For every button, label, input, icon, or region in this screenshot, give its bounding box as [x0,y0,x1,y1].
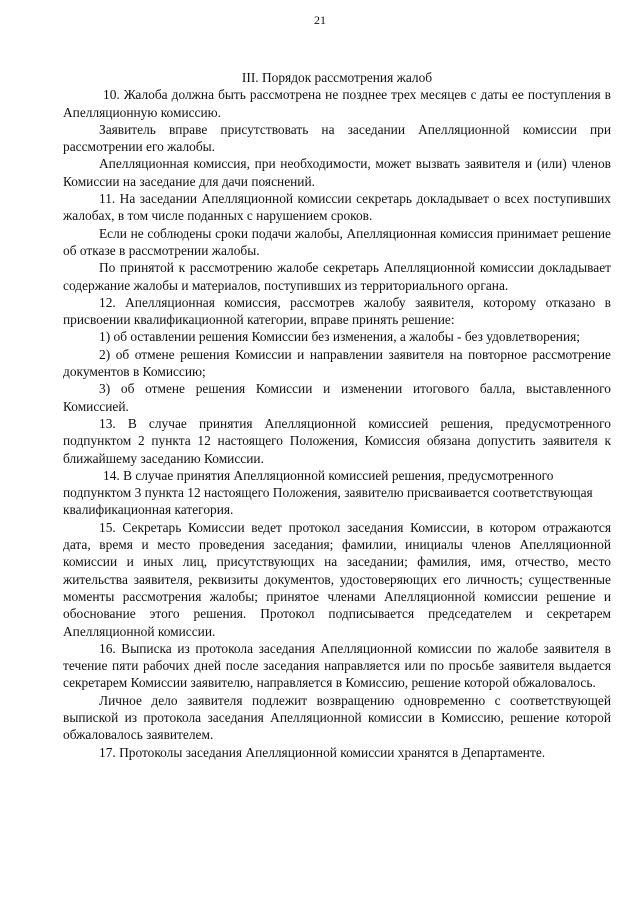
paragraph-11-deadline: Если не соблюдены сроки подачи жалобы, Апелляционная комиссия принимает решение об отказе в рассмотрении жалобы. [63,225,611,258]
section-title: III. Порядок рассмотрения жалоб [241,70,433,85]
paragraph-12: 12. Апелляционная комиссия, рассмотрев жалобу заявителя, которому отказано в присвоении квалификационной категории, вправе принять решение: [63,294,611,328]
paragraph-12-option-2: 2) об отмене решения Комиссии и направлении заявителя на повторное рассмотрение документов в Комиссию; [63,346,611,380]
page-number: 21 [314,13,326,27]
paragraph-11-report: По принятой к рассмотрению жалобе секретарь Апелляционной комиссии докладывает содержание жалобы и материалов, поступивших из территориального органа. [63,260,611,293]
paragraph-10-attendance: Заявитель вправе присутствовать на заседании Апелляционной комиссии при рассмотрении его жалобы. [63,121,611,155]
paragraph-17: 17. Протоколы заседания Апелляционной комиссии хранятся в Департаменте. [99,744,546,760]
paragraph-15: 15. Секретарь Комиссии ведет протокол заседания Комиссии, в котором отражаются дата, время и место проведения заседания; фамилии, инициалы членов Апелляционной комиссии и иных лиц, присутствующих на заседании; фамилия, имя, отчество, место жительства заявителя, реквизиты документов, удостоверяющих его личность; существенные моменты рассмотрения жалобы; принятое членами Апелляционной комиссии решение и обоснование этого решения. Протокол подписывается председателем и секретарем Апелляционной комиссии. [63,519,611,639]
paragraph-14: 14. В случае принятия Апелляционной комиссией решения, предусмотренного подпунктом 3 пункта 12 настоящего Положения, заявителю присваивается соответствующая квалификационная категория. [63,467,593,518]
paragraph-12-option-1: 1) об оставлении решения Комиссии без изменения, а жалобы - без удовлетворения; [99,329,580,345]
paragraph-12-option-3: 3) об отмене решения Комиссии и изменении итогового балла, выставленного Комиссией. [63,381,611,414]
document-body [63,69,611,761]
paragraph-16: 16. Выписка из протокола заседания Апелляционной комиссии по жалобе заявителя в течение пяти рабочих дней после заседания направляется или по просьбе заявителя выдается секретарем Комиссии заявителю, направляется в Комиссию, решение которой обжаловалось. [63,640,611,691]
paragraph-13: 13. В случае принятия Апелляционной комиссией решения, предусмотренного подпунктом 2 пункта 12 настоящего Положения, Комиссия обязана допустить заявителя к ближайшему заседанию Комиссии. [63,415,611,466]
paragraph-11: 11. На заседании Апелляционной комиссии секретарь докладывает о всех поступивших жалобах, в том числе поданных с нарушением сроков. [63,191,611,224]
paragraph-10-summon: Апелляционная комиссия, при необходимости, может вызвать заявителя и (или) членов Комиссии на заседание для дачи пояснений. [63,156,611,189]
paragraph-10: 10. Жалоба должна быть рассмотрена не позднее трех месяцев с даты ее поступления в Апелляционную комиссию. [63,87,611,120]
paragraph-16-personal-file: Личное дело заявителя подлежит возвращению одновременно с соответствующей выпиской из протокола заседания Апелляционной комиссии в Комиссию, решение которой обжаловалось заявителем. [63,692,611,743]
